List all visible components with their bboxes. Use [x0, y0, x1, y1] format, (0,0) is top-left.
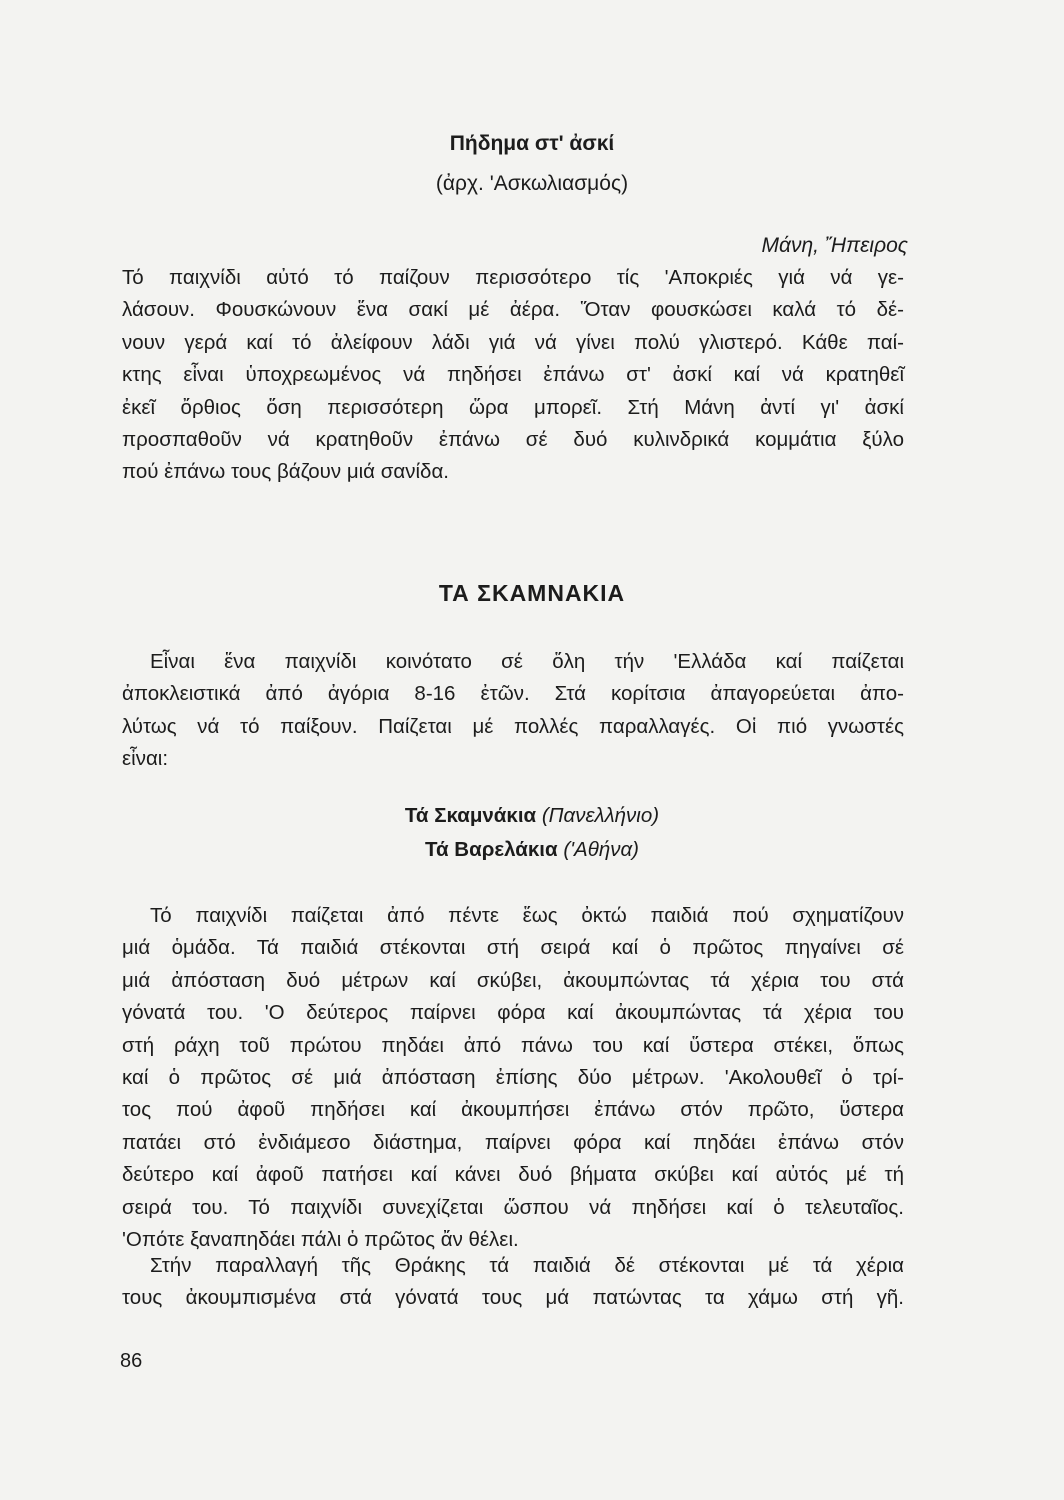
- text-line: προσπαθοῦν νά κρατηθοῦν ἐπάνω σέ δυό κυλινδρικά κομμάτια ξύλο: [122, 428, 904, 452]
- region-label: Μάνη, Ἤπειρος: [761, 234, 908, 257]
- text-line: γόνατά του. 'Ο δεύτερος παίρνει φόρα καί ἀκουμπώντας τά χέρια του: [122, 1001, 904, 1025]
- variant-region: (Πανελλήνιο): [541, 804, 660, 827]
- text-line: Τό παιχνίδι παίζεται ἀπό πέντε ἕως ὀκτώ παιδιά πού σχηματίζουν: [150, 904, 904, 927]
- text-line: Εἶναι ἕνα παιχνίδι κοινότατο σέ ὅλη τήν 'Ελλάδα καί παίζεται: [150, 650, 904, 673]
- paragraph-rules: [122, 900, 904, 1256]
- variant-title-1: [0, 804, 1064, 828]
- paragraph-intro: [122, 646, 904, 776]
- paragraph-thrace-variant: [122, 1250, 904, 1315]
- text-line: στή ράχη τοῦ πρώτου πηδάει ἀπό πάνω του καί ὕστερα στέκει, ὅπως: [122, 1033, 904, 1057]
- text-line: τος πού ἀφοῦ πηδήσει καί ἀκουμπήσει ἐπάνω στόν πρῶτο, ὕστερα: [122, 1098, 904, 1122]
- text-line: δεύτερο καί ἀφοῦ πατήσει καί κάνει δυό βήματα σκύβει καί αὐτός μέ τή: [122, 1163, 904, 1187]
- text-line: λάσουν. Φουσκώνουν ἕνα σακί μέ ἀέρα. Ὅταν φουσκώσει καλά τό δέ-: [122, 298, 904, 322]
- text-line: λύτως νά τό παίξουν. Παίζεται μέ πολλές παραλλαγές. Οἱ πιό γνωστές: [122, 714, 904, 738]
- chapter-heading: ΤΑ ΣΚΑΜΝΑΚΙΑ: [438, 580, 626, 606]
- text-line: εἶναι:: [122, 747, 169, 771]
- text-line: τους ἀκουμπισμένα στά γόνατά τους μά πατώντας τα χάμω στή γῆ.: [122, 1286, 904, 1310]
- text-line: μιά ἀπόσταση δυό μέτρων καί σκύβει, ἀκουμπώντας τά χέρια του στά: [122, 968, 904, 992]
- text-line: ἐκεῖ ὄρθιος ὅση περισσότερη ὥρα μπορεῖ. Στή Μάνη ἀντί γι' ἀσκί: [122, 395, 904, 419]
- text-line: Στήν παραλλαγή τῆς Θράκης τά παιδιά δέ στέκονται μέ τά χέρια: [150, 1254, 904, 1277]
- text-line: πατάει στό ἐνδιάμεσο διάστημα, παίρνει φόρα καί πηδάει ἐπάνω στόν: [122, 1130, 904, 1154]
- variant-name: Τά Σκαμνάκια: [404, 804, 537, 827]
- section-subtitle: (ἀρχ. 'Ασκωλιασμός): [435, 172, 629, 195]
- variant-title-2: [0, 838, 1064, 862]
- variant-name: Τά Βαρελάκια: [425, 838, 558, 861]
- paragraph-askoliasmos: [122, 262, 904, 489]
- text-line: σειρά του. Τό παιχνίδι συνεχίζεται ὥσπου νά πηδήσει καί ὁ τελευταῖος.: [122, 1195, 904, 1219]
- text-line: 'Οπότε ξαναπηδάει πάλι ὁ πρῶτος ἄν θέλει.: [122, 1228, 519, 1252]
- text-line: καί ὁ πρῶτος σέ μιά ἀπόσταση ἐπίσης δύο μέτρων. 'Ακολουθεῖ ὁ τρί-: [122, 1066, 904, 1090]
- text-line: Τό παιχνίδι αὐτό τό παίζουν περισσότερο τίς 'Αποκριές γιά νά γε-: [122, 266, 904, 289]
- variant-region: ('Αθήνα): [563, 838, 639, 861]
- text-line: μιά ὁμάδα. Τά παιδιά στέκονται στή σειρά καί ὁ πρῶτος πηγαίνει σέ: [122, 936, 904, 960]
- text-line: πού ἐπάνω τους βάζουν μιά σανίδα.: [122, 460, 449, 484]
- text-line: κτης εἶναι ὑποχρεωμένος νά πηδήσει ἐπάνω στ' ἀσκί καί νά κρατηθεῖ: [122, 363, 904, 387]
- section-title: Πήδημα στ' ἀσκί: [449, 132, 615, 155]
- text-line: ἀποκλειστικά ἀπό ἀγόρια 8-16 ἐτῶν. Στά κορίτσια ἀπαγορεύεται ἀπο-: [122, 682, 904, 706]
- page-number: 86: [120, 1350, 143, 1372]
- text-line: νουν γερά καί τό ἀλείφουν λάδι γιά νά γίνει πολύ γλιστερό. Κάθε παί-: [122, 330, 904, 354]
